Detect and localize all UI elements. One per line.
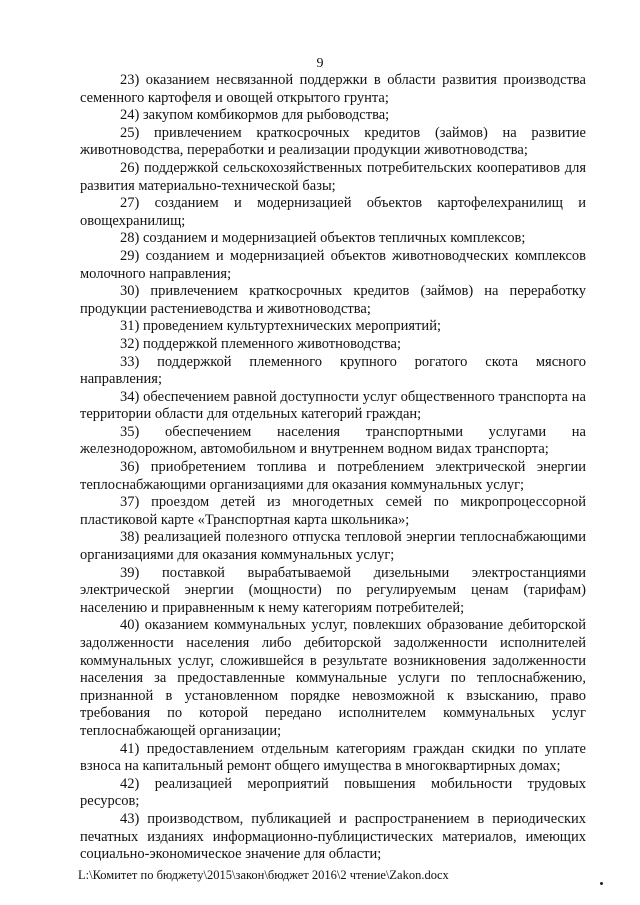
list-item-42: 42) реализацией мероприятий повышения мобильности трудовых ресурсов; xyxy=(80,775,586,810)
list-item-28: 28) созданием и модернизацией объектов тепличных комплексов; xyxy=(120,230,526,247)
list-item-43: 43) производством, публикацией и распространением в периодических печатных изданиях информационно-публицистических материалов, имеющих социально-экономическое значение для области; xyxy=(80,810,586,863)
list-item-26: 26) поддержкой сельскохозяйственных потребительских кооперативов для развития материально-технической базы; xyxy=(80,159,586,194)
list-item-36: 36) приобретением топлива и потреблением электрической энергии теплоснабжающими организациями для оказания коммунальных услуг; xyxy=(80,459,586,493)
list-item-40: 40) оказанием коммунальных услуг, повлекших образование дебиторской задолженности населения либо дебиторской задолженности исполнителей коммунальных услуг, сложившейся в результате возникновения задолженности населения за предоставленные коммунальные услуги по теплоснабжению, признанной в установленном порядке невозможной к взысканию, право требования по которой передано исполнителем коммунальных услуг теплоснабжающей организации; xyxy=(80,617,586,739)
list-item-34: 34) обеспечением равной доступности услуг общественного транспорта на территории области для отдельных категорий граждан; xyxy=(80,388,586,423)
list-item-25: 25) привлечением краткосрочных кредитов (займов) на развитие животноводства, переработки и реализации продукции животноводства; xyxy=(80,124,586,159)
scan-artifact-dot xyxy=(600,882,603,885)
list-item-31: 31) проведением культуртехнических мероприятий; xyxy=(120,318,441,335)
document-body xyxy=(80,72,586,864)
list-item-27: 27) созданием и модернизацией объектов картофелехранилищ и овощехранилищ; xyxy=(80,195,586,229)
list-item-32: 32) поддержкой племенного животноводства; xyxy=(120,335,402,352)
list-item-39: 39) поставкой вырабатываемой дизельными электростанциями электрической энергии (мощности) по регулируемым ценам (тарифам) населению и приравненным к нему категориям потребителей; xyxy=(80,564,586,616)
page-number: 9 xyxy=(316,56,324,71)
list-item-24: 24) закупом комбикормов для рыбоводства; xyxy=(120,107,390,124)
list-item-37: 37) проездом детей из многодетных семей по микропроцессорной пластиковой карте «Транспортная карта школьника»; xyxy=(80,494,586,528)
list-item-35: 35) обеспечением населения транспортными услугами на железнодорожном, автомобильном и внутреннем водном видах транспорта; xyxy=(80,423,586,458)
list-item-33: 33) поддержкой племенного крупного рогатого скота мясного направления; xyxy=(80,353,586,388)
list-item-41: 41) предоставлением отдельным категориям граждан скидки по уплате взноса на капитальный ремонт общего имущества в многоквартирных домах; xyxy=(80,740,586,775)
list-item-23: 23) оказанием несвязанной поддержки в области развития производства семенного картофеля и овощей открытого грунта; xyxy=(80,72,586,106)
footer-file-path: L:\Комитет по бюджету\2015\закон\бюджет 2016\2 чтение\Zakon.docx xyxy=(78,868,449,882)
list-item-29: 29) созданием и модернизацией объектов животноводческих комплексов молочного направления; xyxy=(80,247,586,282)
list-item-38: 38) реализацией полезного отпуска тепловой энергии теплоснабжающими организациями для оказания коммунальных услуг; xyxy=(80,529,586,564)
list-item-30: 30) привлечением краткосрочных кредитов (займов) на переработку продукции растениеводства и животноводства; xyxy=(80,283,586,317)
